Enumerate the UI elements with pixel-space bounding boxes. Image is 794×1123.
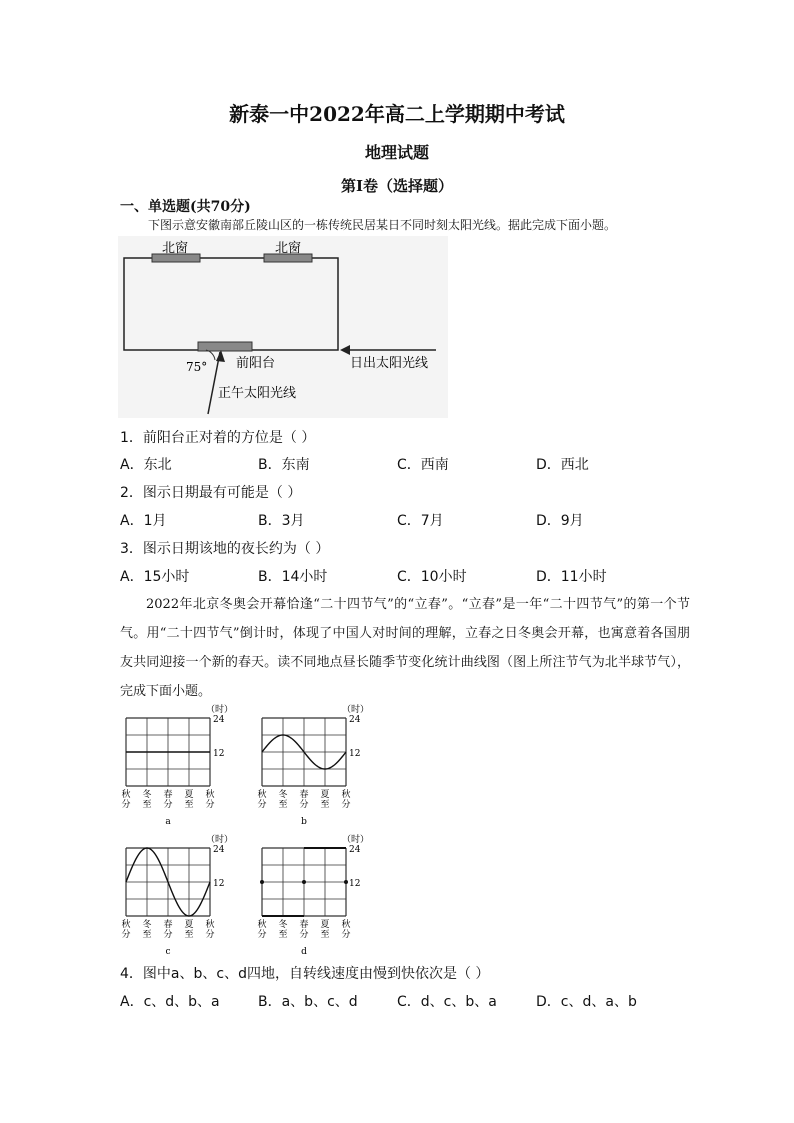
x-tick-label: 至 [184,930,194,940]
north-window-label-1: 北窗 [162,241,189,256]
q2-option-b[interactable]: B．3月 [258,513,305,529]
y-tick-label: 12 [349,879,361,889]
x-tick-label: 秋 [341,920,351,930]
y-tick-label: 24 [349,845,361,855]
x-tick-label: 至 [278,930,288,940]
q2-option-a[interactable]: A．1月 [120,513,167,529]
x-tick-label: 分 [341,800,351,810]
chart-c [121,833,233,957]
house-sunlight-diagram [118,236,448,418]
unit-label: （时） [342,705,370,715]
x-tick-label: 秋 [205,920,215,930]
q3-option-b[interactable]: B．14小时 [258,569,328,585]
y-tick-label: 12 [213,749,225,759]
x-tick-label: 至 [184,800,194,810]
x-tick-label: 至 [320,800,330,810]
unit-label: （时） [342,835,370,845]
q2-option-c[interactable]: C．7月 [397,513,444,529]
chart-letter: d [301,947,307,957]
x-tick-label: 秋 [121,790,131,800]
y-tick-label: 12 [349,749,361,759]
y-tick-label: 12 [213,879,225,889]
x-tick-label: 秋 [257,790,267,800]
chart-d [257,833,369,957]
x-tick-label: 分 [341,930,351,940]
q2-option-d[interactable]: D．9月 [536,513,584,529]
exam-subject: 地理试题 [364,143,429,162]
intro-paragraph-1: 下图示意安徽南部丘陵山区的一栋传统民居某日不同时刻太阳光线。据此完成下面小题。 [148,218,617,232]
q4-option-a[interactable]: A．c、d、b、a [120,994,220,1010]
x-tick-label: 分 [257,800,267,810]
series-point [260,880,264,884]
exam-volume: 第Ⅰ卷（选择题） [340,177,454,195]
y-tick-label: 24 [213,845,225,855]
x-tick-label: 秋 [341,790,351,800]
day-length-charts [110,700,390,962]
x-tick-label: 秋 [257,920,267,930]
x-tick-label: 春 [299,790,309,800]
chart-letter: b [301,817,307,827]
x-tick-label: 秋 [205,790,215,800]
exam-title: 新泰一中2022年高二上学期期中考试 [229,102,565,126]
sunrise-ray-label: 日出太阳光线 [350,356,429,371]
chart-letter: c [165,947,171,957]
section-heading: 一、单选题(共70分) [120,199,251,215]
q1-option-b[interactable]: B．东南 [258,457,310,473]
y-tick-label: 24 [213,715,225,725]
x-tick-label: 秋 [121,920,131,930]
question-4: 4．图中a、b、c、d四地，自转线速度由慢到快依次是（ ） [120,966,490,982]
q3-option-a[interactable]: A．15小时 [120,569,190,585]
x-tick-label: 分 [121,930,131,940]
chart-a [121,703,233,827]
q3-option-c[interactable]: C．10小时 [397,569,467,585]
x-tick-label: 夏 [184,920,194,930]
chart-letter: a [165,817,171,827]
x-tick-label: 分 [205,800,215,810]
x-tick-label: 分 [299,800,309,810]
angle-label: 75° [186,360,208,374]
question-3: 3．图示日期该地的夜长约为（ ） [120,541,330,557]
q4-option-c[interactable]: C．d、c、b、a [397,994,497,1010]
x-tick-label: 分 [121,800,131,810]
unit-label: （时） [206,705,234,715]
series-point [344,880,348,884]
q1-option-c[interactable]: C．西南 [397,457,449,473]
x-tick-label: 冬 [142,790,152,800]
x-tick-label: 冬 [278,920,288,930]
x-tick-label: 至 [278,800,288,810]
x-tick-label: 夏 [320,920,330,930]
x-tick-label: 夏 [184,790,194,800]
x-tick-label: 分 [163,930,173,940]
chart-b [257,703,369,827]
question-1: 1．前阳台正对着的方位是（ ） [120,430,316,446]
q1-option-d[interactable]: D．西北 [536,457,589,473]
question-2: 2．图示日期最有可能是（ ） [120,485,302,501]
q3-option-d[interactable]: D．11小时 [536,569,607,585]
q4-option-b[interactable]: B．a、b、c、d [258,994,358,1010]
north-window-label-2: 北窗 [275,241,302,256]
noon-ray-label: 正午太阳光线 [218,386,297,401]
x-tick-label: 分 [163,800,173,810]
front-balcony-label: 前阳台 [236,356,276,371]
x-tick-label: 至 [142,930,152,940]
q4-option-d[interactable]: D．c、d、a、b [536,994,637,1010]
x-tick-label: 分 [205,930,215,940]
x-tick-label: 冬 [278,790,288,800]
series-point [302,880,306,884]
y-tick-label: 24 [349,715,361,725]
x-tick-label: 春 [163,790,173,800]
x-tick-label: 至 [320,930,330,940]
x-tick-label: 分 [257,930,267,940]
x-tick-label: 春 [163,920,173,930]
q1-option-a[interactable]: A．东北 [120,457,172,473]
intro-paragraph-2: 2022年北京冬奥会开幕恰逢“二十四节气”的“立春”。“立春”是一年“二十四节气”的第一个节气。用“二十四节气”倒计时，体现了中国人对时间的理解，立春之日冬奥会开幕，也寓意着各国朋友共同迎接一个新的春天。读不同地点昼长随季节变化统计曲线图（图上所注节气为北半球节气），完成下面小题。 [120,597,690,699]
x-tick-label: 分 [299,930,309,940]
x-tick-label: 至 [142,800,152,810]
x-tick-label: 冬 [142,920,152,930]
unit-label: （时） [206,835,234,845]
x-tick-label: 春 [299,920,309,930]
x-tick-label: 夏 [320,790,330,800]
